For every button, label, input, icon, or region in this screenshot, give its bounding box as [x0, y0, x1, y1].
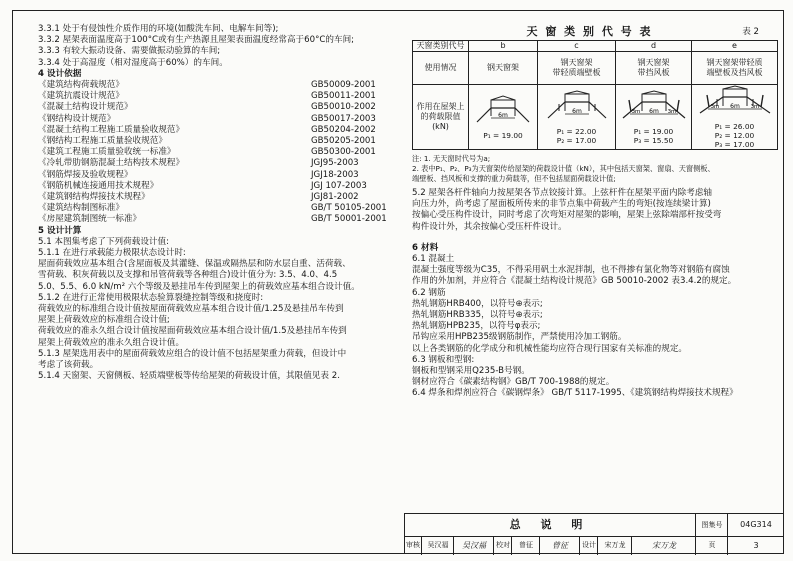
code-cell: c — [538, 41, 616, 52]
clause-6-1: 6.1 混凝土 — [412, 254, 455, 265]
clause-5-1: 5.1 本图集考虑了下列荷载设计值: — [38, 236, 170, 247]
body-line: 热轧钢筋HRB400，以符号⊕表示; — [412, 298, 543, 309]
body-line: 构件设计外，其余按偏心受压杆件设计。 — [412, 221, 567, 232]
review-label: 审核 — [406, 541, 420, 549]
check-label: 校对 — [493, 536, 512, 555]
body-line: 吊钩应采用HPB235级钢筋制作，严禁使用冷加工钢筋。 — [412, 332, 627, 343]
page-number: 3 — [727, 536, 784, 555]
standard-row — [38, 136, 393, 147]
skylight-diagram-d — [619, 90, 689, 122]
standard-name: 《建筑抗震设计规范》 — [38, 91, 124, 102]
row-label-use: 使用情况 — [413, 52, 469, 85]
standard-row — [38, 214, 393, 225]
standard-name: 《钢结构工程施工质量验收规范》 — [38, 136, 167, 147]
body-line: 屋架上荷载效应的准永久组合设计值。 — [38, 337, 185, 348]
span-label: 6m — [571, 107, 582, 115]
standard-code: GB50010-2002 — [311, 102, 376, 113]
body-line: 钢板和型钢采用Q235-B号钢。 — [412, 366, 530, 377]
body-line: 混凝土强度等级为C35，不得采用矾土水泥拌制，也不得掺有氯化物等对钢筋有腐蚀 — [412, 265, 730, 276]
standard-name: 《混凝土结构设计规范》 — [38, 102, 133, 113]
standard-code: GB50011-2001 — [311, 91, 376, 102]
standard-row — [38, 170, 393, 181]
clause-5-1-3: 5.1.3 屋架选用表中的屋面荷载效应组合的设计值不包括屋架重力荷载，但设计中 — [38, 348, 347, 359]
standard-row — [38, 181, 393, 192]
load-cell-e — [692, 85, 778, 150]
standard-code: GB50017-2003 — [311, 113, 376, 124]
body-line: 5.0、5.5、6.0 kN/m² 六个等级及悬挂吊车传到屋架上的荷载效应基本组合设计值。 — [38, 281, 360, 292]
standard-row — [38, 91, 393, 102]
table-2-notes — [412, 154, 777, 184]
body-line: 钢材应符合《碳素结构钢》GB/T 700-1988的规定。 — [412, 377, 615, 388]
standard-code: JGJ95-2003 — [311, 158, 359, 169]
standard-code: GB50009-2001 — [311, 80, 376, 91]
atlas-label: 图集号 — [695, 514, 728, 536]
reviewer-signature: 吴汉福 — [453, 536, 494, 555]
clause-3-3-2: 3.3.2 屋架表面温度高于100°C或有生产热源且屋架表面温度经常高于60°C的车间; — [38, 35, 355, 46]
section-4-heading: 4 设计依据 — [38, 68, 82, 79]
standard-code: GB/T 50001-2001 — [311, 214, 387, 225]
load-cell-b — [469, 85, 538, 150]
side-dim-label: 3m — [710, 104, 719, 110]
load-value: P₁ = 22.00 — [556, 126, 597, 136]
standard-code: JGJ81-2002 — [311, 192, 359, 203]
table-note: 2. 表中P₁、P₂、P₃为天窗架传给屋架的荷载设计值（kN），其中包括天窗架、窗扇、天窗侧板、 — [412, 164, 715, 173]
row-label-load: 作用在屋架上 的荷载限值 (kN) — [413, 85, 469, 150]
table-2-number: 表 2 — [742, 27, 759, 37]
side-dim-label: 3m — [750, 104, 759, 110]
clause-6-2: 6.2 钢筋 — [412, 287, 446, 298]
standard-name: 《混凝土结构工程施工质量验收规范》 — [38, 124, 185, 135]
standard-row — [38, 158, 393, 169]
checker-signature: 曾征 — [539, 536, 580, 555]
skylight-diagram-c — [542, 90, 612, 122]
side-dim-label: 3m — [631, 108, 640, 115]
standard-row — [38, 203, 393, 214]
load-cell-c — [538, 85, 616, 150]
load-value: P₁ = 26.00 — [714, 122, 755, 131]
page-label: 页 — [695, 536, 728, 555]
standard-row — [38, 192, 393, 203]
clause-6-4: 6.4 焊条和焊剂应符合《碳钢焊条》 GB/T 5117-1995、《建筑钢结构焊接技术规程》 — [412, 388, 738, 399]
title-block — [404, 513, 784, 554]
standard-name: 《冷轧带肋钢筋混凝土结构技术规程》 — [38, 158, 185, 169]
skylight-code-table — [412, 40, 778, 150]
table-note: 端壁板、挡风板和支撑的重力荷载等，但不包括屋面荷载设计值; — [412, 174, 616, 183]
body-line: 以上各类钢筋的化学成分和机械性能均应符合现行国家有关标准的规定。 — [412, 343, 688, 354]
reviewer-name: 吴汉福 — [421, 536, 454, 555]
standard-name: 《建筑工程施工质量验收统一标准》 — [38, 147, 176, 158]
clause-3-3-3: 3.3.3 有较大振动设备、需要做振动验算的车间; — [38, 46, 221, 57]
use-cell: 钢天窗架 — [469, 52, 538, 85]
span-label: 6m — [729, 103, 740, 110]
table-2-title: 天 窗 类 别 代 号 表 — [526, 25, 653, 38]
standard-name: 《建筑结构制图标准》 — [38, 203, 124, 214]
code-cell: d — [616, 41, 692, 52]
table-row-codes — [413, 41, 778, 52]
designer-signature: 宋万龙 — [631, 536, 696, 555]
atlas-number: 04G314 — [727, 514, 784, 536]
use-cell: 钢天窗架带轻质 端壁板及挡风板 — [692, 52, 778, 85]
body-line: 向压力外，尚考虑了屋面板所传来的非节点集中荷载产生的弯矩(按连续梁计算) — [412, 199, 711, 210]
span-label: 6m — [648, 107, 659, 115]
left-column — [38, 24, 393, 383]
body-line: 荷载效应的标准组合设计值按屋面荷载效应基本组合设计值/1.25及悬挂吊车传到 — [38, 304, 344, 315]
code-cell: e — [692, 41, 778, 52]
standard-code: GB/T 50105-2001 — [311, 203, 387, 214]
clause-5-1-1: 5.1.1 在进行承载能力极限状态设计时: — [38, 248, 186, 259]
standard-row — [38, 147, 393, 158]
body-line: 屋面荷载效应基本组合(含屋面板及其灌缝、保温或隔热层和防水层自重、活荷载、 — [38, 259, 351, 270]
body-line: 雪荷载、积灰荷载以及支撑和吊管荷载等各种组合)设计值分为: 3.5、4.0、4.5 — [38, 270, 338, 281]
span-label: 6m — [498, 112, 508, 119]
clause-5-1-2: 5.1.2 在进行正常使用极限状态验算裂缝控制等级和挠度时: — [38, 292, 264, 303]
sheet-title: 总 说 明 — [509, 518, 591, 531]
load-cell-d — [616, 85, 692, 150]
standard-row — [38, 114, 393, 125]
section-6-heading: 6 材料 — [412, 242, 439, 253]
standard-code: JGJ 107-2003 — [311, 180, 367, 191]
load-value: P₁ = 19.00 — [633, 126, 674, 136]
standard-name: 《建筑结构荷载规范》 — [38, 80, 124, 91]
right-column — [412, 24, 777, 400]
designer-name: 宋万龙 — [597, 536, 632, 555]
side-dim-label: 3m — [667, 108, 676, 115]
body-line: 荷载效应的准永久组合设计值按屋面荷载效应基本组合设计值/1.5及悬挂吊车传到 — [38, 326, 347, 337]
table-row-load — [413, 85, 778, 150]
table-2-caption — [412, 24, 777, 40]
load-value: P₂ = 17.00 — [556, 135, 597, 145]
standard-name: 《房屋建筑制图统一标准》 — [38, 214, 142, 225]
clause-3-3-4: 3.3.4 处于高湿度（相对湿度高于60%）的车间。 — [38, 57, 228, 68]
body-line: 热轧钢筋HRB335，以符号⊕表示; — [412, 310, 543, 321]
body-line: 作用的外加剂，并应符合《混凝土结构设计规范》GB 50010-2002 表3.4.2的规定。 — [412, 276, 737, 287]
load-value: P₃ = 15.50 — [633, 135, 674, 145]
use-cell: 钢天窗架 带轻质端壁板 — [538, 52, 616, 85]
clause-5-2: 5.2 屋架各杆件轴向力按屋架各节点铰接计算。上弦杆件在屋架平面内除考虑轴 — [412, 188, 712, 198]
standard-code: JGJ18-2003 — [311, 169, 359, 180]
checker-name: 曾征 — [511, 536, 540, 555]
table-note: 注: 1. 无天窗时代号为a; — [412, 154, 491, 163]
clause-5-1-4: 5.1.4 天窗架、天窗侧板、轻质端壁板等传给屋架的荷载设计值，其限值见表 2. — [38, 371, 340, 382]
standard-row — [38, 102, 393, 113]
skylight-diagram-e — [696, 85, 774, 117]
standard-code: GB50204-2002 — [311, 124, 376, 135]
standard-row — [38, 80, 393, 91]
standard-code: GB50300-2001 — [311, 147, 376, 158]
standard-name: 《钢筋机械连接通用技术规程》 — [38, 180, 159, 191]
code-cell: b — [469, 41, 538, 52]
use-cell: 钢天窗架 带挡风板 — [616, 52, 692, 85]
body-line: 按偏心受压构件设计，同时考虑了次弯矩对屋架的影响，屋架上弦除端部杆按受弯 — [412, 210, 722, 221]
row-label-code: 天窗类别代号 — [413, 41, 469, 52]
skylight-diagram-b — [471, 94, 535, 126]
body-line: 考虑了该荷载。 — [38, 360, 99, 371]
body-line: 屋架上荷载效应的标准组合设计值; — [38, 315, 170, 326]
standard-name: 《建筑钢结构焊接技术规程》 — [38, 192, 150, 203]
load-value: P₃ = 17.00 — [714, 140, 755, 149]
standard-code: GB50205-2001 — [311, 136, 376, 147]
standard-name: 《钢筋焊接及验收规程》 — [38, 169, 133, 180]
standard-row — [38, 125, 393, 136]
clause-6-3: 6.3 钢板和型钢: — [412, 354, 475, 365]
load-value: P₁ = 19.00 — [483, 131, 523, 140]
body-line: 热轧钢筋HPB235，以符号φ表示; — [412, 321, 541, 332]
section-5-heading: 5 设计计算 — [38, 225, 82, 236]
design-label: 设计 — [579, 536, 598, 555]
load-value: P₂ = 12.00 — [714, 131, 755, 140]
standard-name: 《钢结构设计规范》 — [38, 113, 116, 124]
clause-3-3-1: 3.3.1 处于有侵蚀性介质作用的环境(如酸洗车间、电解车间等); — [38, 24, 279, 34]
table-row-use — [413, 52, 778, 85]
